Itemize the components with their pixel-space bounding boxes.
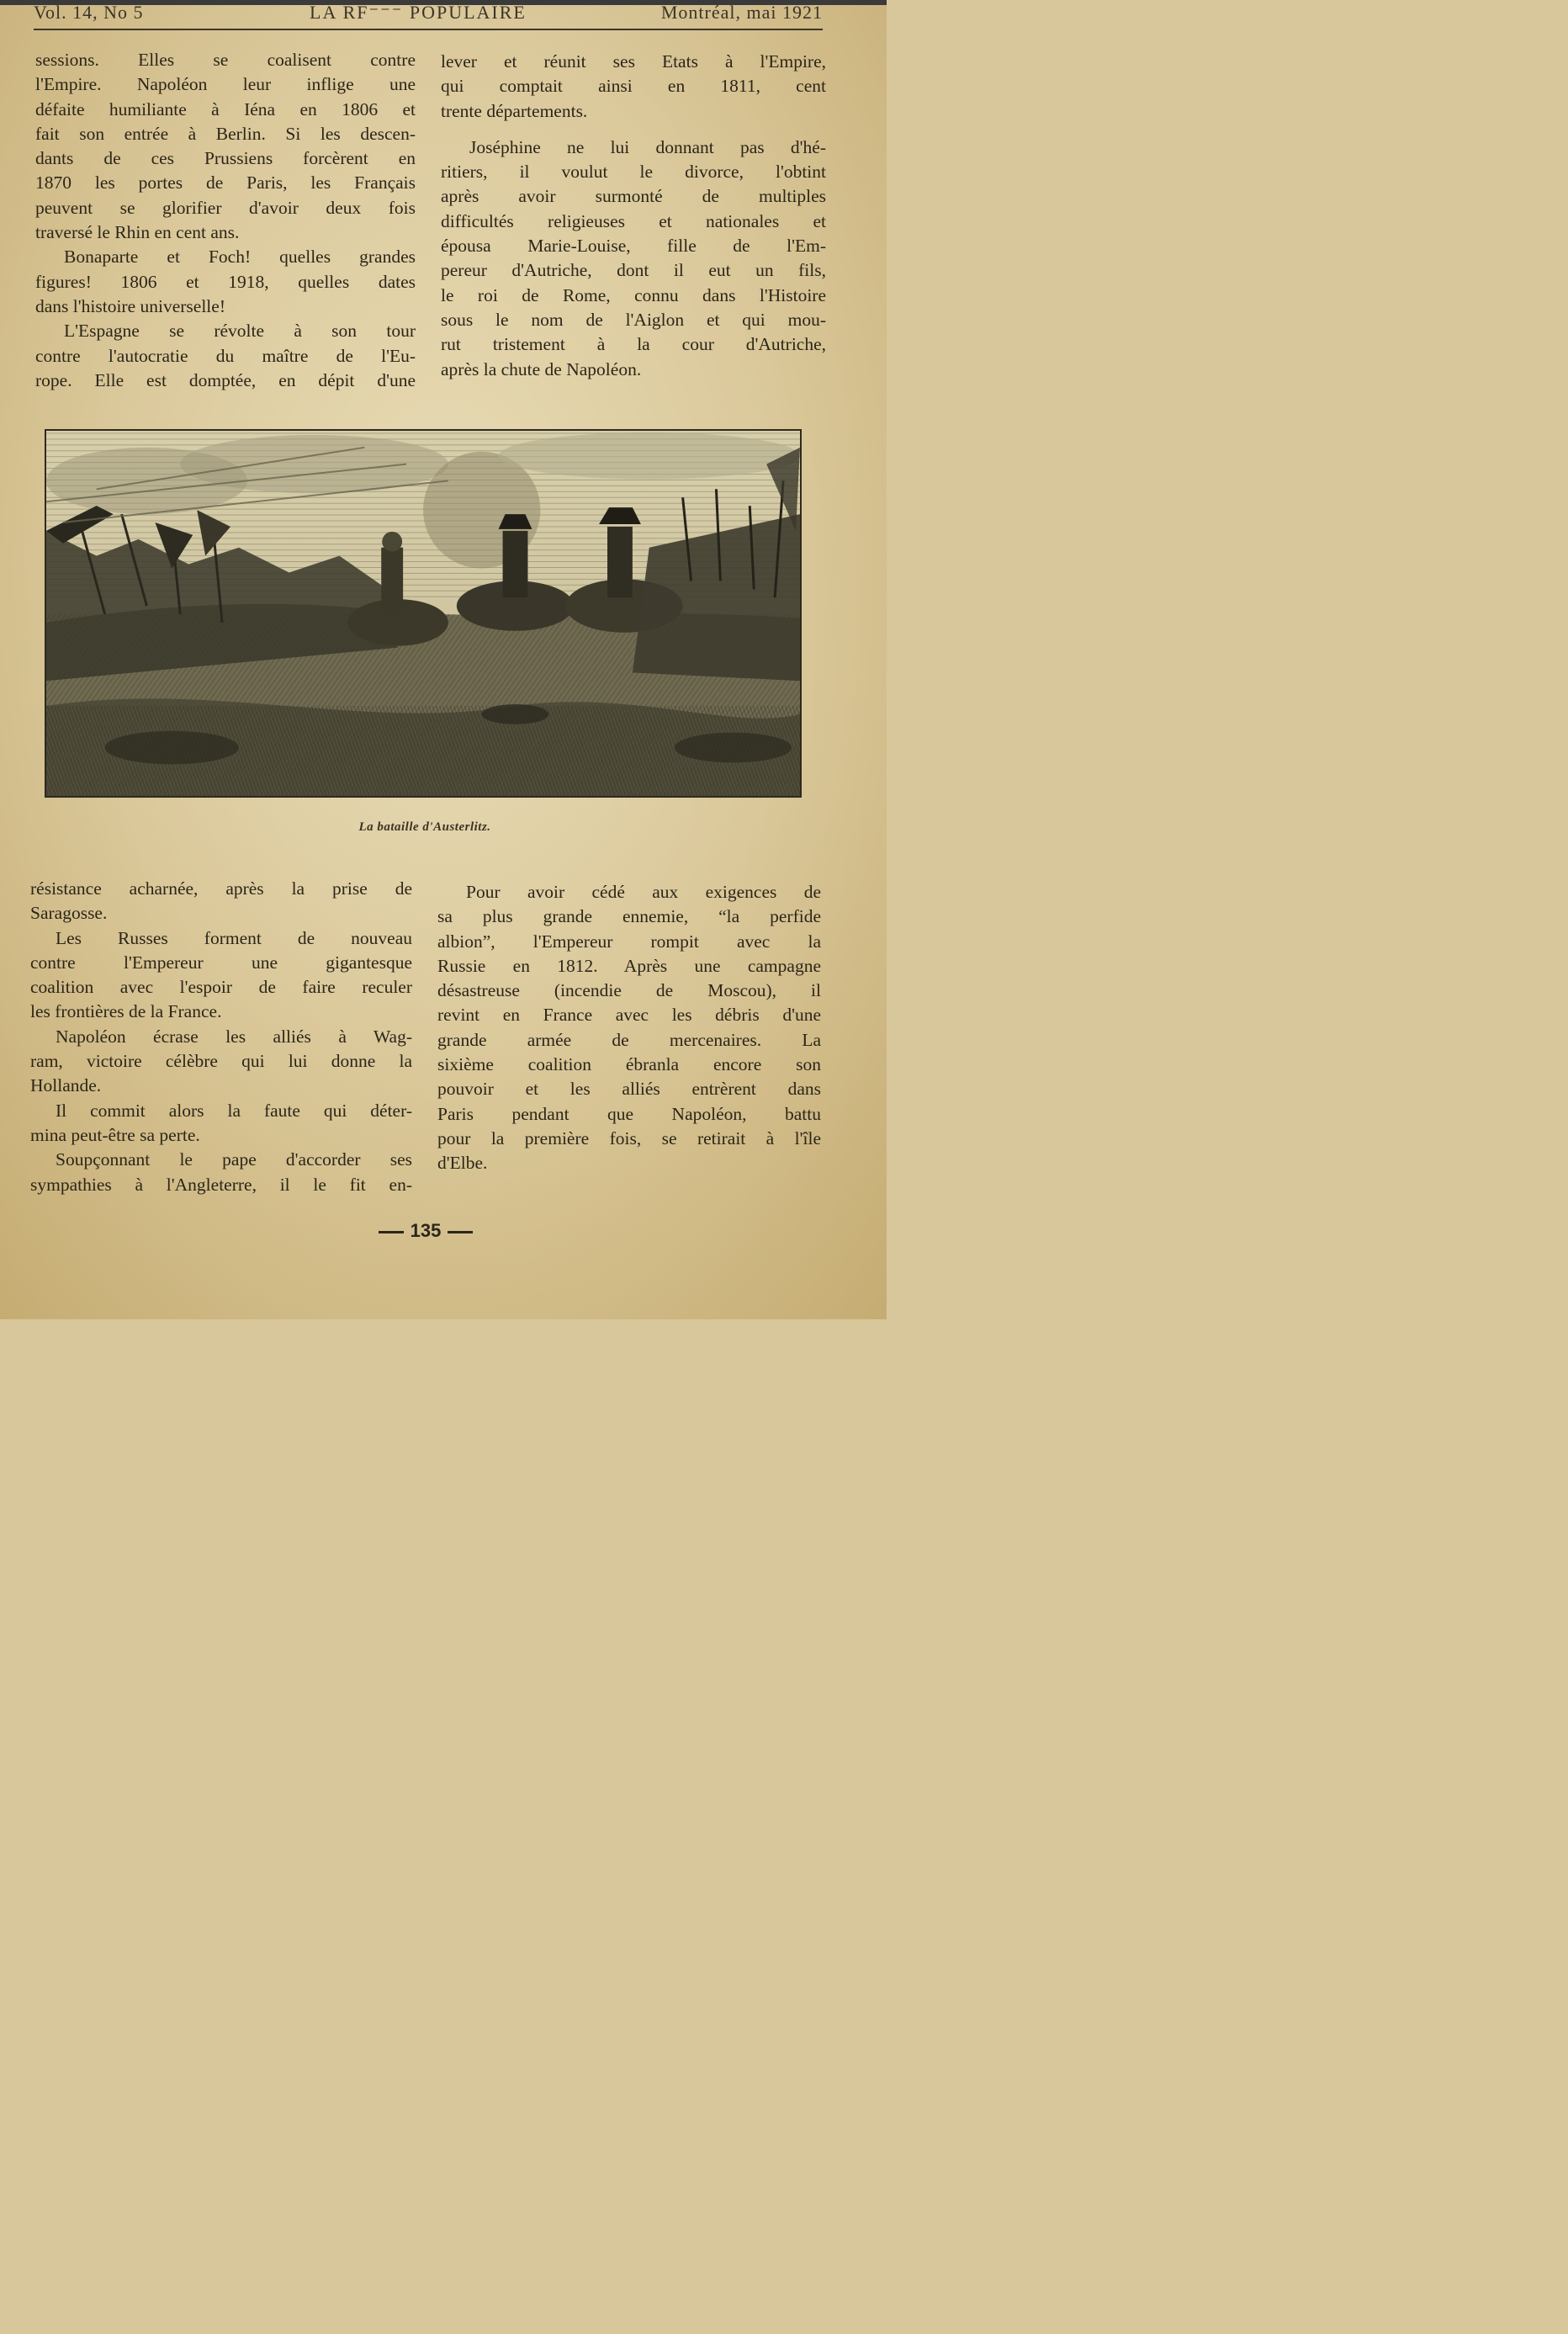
header-rule <box>34 29 823 30</box>
page-number <box>367 1220 485 1242</box>
engraving-illustration <box>46 431 800 796</box>
header-volume: Vol. 14, No 5 <box>34 2 144 23</box>
text-line: Les Russes forment de nouveau <box>56 927 412 948</box>
text-line: L'Espagne se révolte à son tour <box>64 321 416 342</box>
text-line: sous le nom de l'Aiglon et qui mou- <box>441 309 826 330</box>
text-line: Napoléon écrase les alliés à Wag- <box>56 1026 412 1047</box>
text-line: défaite humiliante à Iéna en 1806 et <box>35 98 416 119</box>
text-line: qui comptait ainsi en 1811, cent <box>441 76 826 97</box>
text-line: sixième coalition ébranla encore son <box>437 1054 821 1075</box>
figure-caption: La bataille d'Austerlitz. <box>358 820 491 834</box>
paragraph <box>30 1148 412 1172</box>
text-line: sympathies à l'Angleterre, il le fit en- <box>30 1174 412 1195</box>
dash-right <box>448 1231 473 1233</box>
paragraph <box>437 880 821 904</box>
text-line: sa plus grande ennemie, “la perfide <box>437 906 821 927</box>
text-line: fait son entrée à Berlin. Si les descen- <box>35 123 416 144</box>
running-header <box>34 0 823 22</box>
text-line: résistance acharnée, après la prise de <box>30 878 412 899</box>
text-line: après la chute de Napoléon. <box>441 358 642 379</box>
paragraph-cont <box>441 160 826 382</box>
text-line: rope. Elle est domptée, en dépit d'une <box>35 369 416 390</box>
column-top-left <box>35 48 416 393</box>
text-line: les frontières de la France. <box>30 1001 222 1022</box>
text-line: ram, victoire célèbre qui lui donne la <box>30 1051 412 1072</box>
text-line: l'Empire. Napoléon leur inflige une <box>35 74 416 95</box>
text-line: dans l'histoire universelle! <box>35 295 225 316</box>
text-line: Paris pendant que Napoléon, battu <box>437 1103 821 1124</box>
paragraph-cont <box>30 1123 412 1148</box>
text-line: sessions. Elles se coalisent contre <box>35 50 416 70</box>
text-line: revint en France avec les débris d'une <box>437 1005 821 1026</box>
paragraph-cont <box>35 270 416 320</box>
page-number-value: 135 <box>410 1220 442 1241</box>
paragraph <box>35 48 416 245</box>
text-line: Pour avoir cédé aux exigences de <box>466 882 821 902</box>
text-line: d'Elbe. <box>437 1153 488 1174</box>
text-line: grande armée de mercenaires. La <box>437 1029 821 1050</box>
paragraph <box>35 245 416 269</box>
text-line: Hollande. <box>30 1075 102 1096</box>
text-line: pereur d'Autriche, dont il eut un fils, <box>441 260 826 281</box>
text-line: pouvoir et les alliés entrèrent dans <box>437 1079 821 1100</box>
dash-left <box>379 1231 404 1233</box>
paragraph <box>35 319 416 343</box>
header-date: Montréal, mai 1921 <box>660 2 823 23</box>
text-line: lever et réunit ses Etats à l'Empire, <box>441 51 826 72</box>
text-line: albion”, l'Empereur rompit avec la <box>437 931 821 952</box>
text-line: le roi de Rome, connu dans l'Histoire <box>441 284 826 305</box>
text-line: épousa Marie-Louise, fille de l'Em- <box>441 236 826 257</box>
text-line: trente départements. <box>441 100 588 121</box>
paragraph-cont <box>30 951 412 1025</box>
text-line: désastreuse (incendie de Moscou), il <box>437 980 821 1001</box>
paragraph-cont <box>437 904 821 1175</box>
text-line: 1870 les portes de Paris, les Français <box>35 172 416 194</box>
paragraph-cont <box>30 877 412 926</box>
text-line: pour la première fois, se retirait à l'île <box>437 1127 821 1148</box>
text-line: Soupçonnant le pape d'accorder ses <box>56 1149 412 1170</box>
column-top-right <box>441 50 826 382</box>
text-line: peuvent se glorifier d'avoir deux fois <box>35 197 416 218</box>
text-line: mina peut-être sa perte. <box>30 1124 200 1145</box>
text-line: rut tristement à la cour d'Autriche, <box>441 334 826 355</box>
text-line: ritiers, il voulut le divorce, l'obtint <box>441 162 826 183</box>
paragraph <box>30 926 412 951</box>
text-line: Saragosse. <box>30 903 108 924</box>
column-bottom-left <box>30 877 412 1197</box>
column-bottom-right <box>437 880 821 1176</box>
header-title: LA RF⁻⁻⁻ POPULAIRE <box>310 2 527 23</box>
text-line: coalition avec l'espoir de faire reculer <box>30 977 412 998</box>
text-line: traversé le Rhin en cent ans. <box>35 222 240 243</box>
paragraph <box>441 50 826 124</box>
paragraph-cont <box>30 1173 412 1197</box>
paragraph-cont <box>30 1049 412 1099</box>
text-line: Russie en 1812. Après une campagne <box>437 955 821 976</box>
paragraph <box>30 1099 412 1123</box>
paragraph <box>30 1025 412 1049</box>
text-line: Il commit alors la faute qui déter- <box>56 1100 412 1121</box>
text-line: difficultés religieuses et nationales et <box>441 210 826 231</box>
text-line: après avoir surmonté de multiples <box>441 186 826 207</box>
paragraph-cont <box>35 344 416 394</box>
text-line: Bonaparte et Foch! quelles grandes <box>64 247 416 268</box>
text-line: contre l'autocratie du maître de l'Eu- <box>35 345 416 366</box>
text-line: contre l'Empereur une gigantesque <box>30 952 412 973</box>
text-line: dants de ces Prussiens forcèrent en <box>35 148 416 169</box>
battle-engraving-image <box>45 429 802 798</box>
text-line: figures! 1806 et 1918, quelles dates <box>35 271 416 292</box>
paragraph <box>441 135 826 160</box>
text-line: Joséphine ne lui donnant pas d'hé- <box>469 136 826 157</box>
